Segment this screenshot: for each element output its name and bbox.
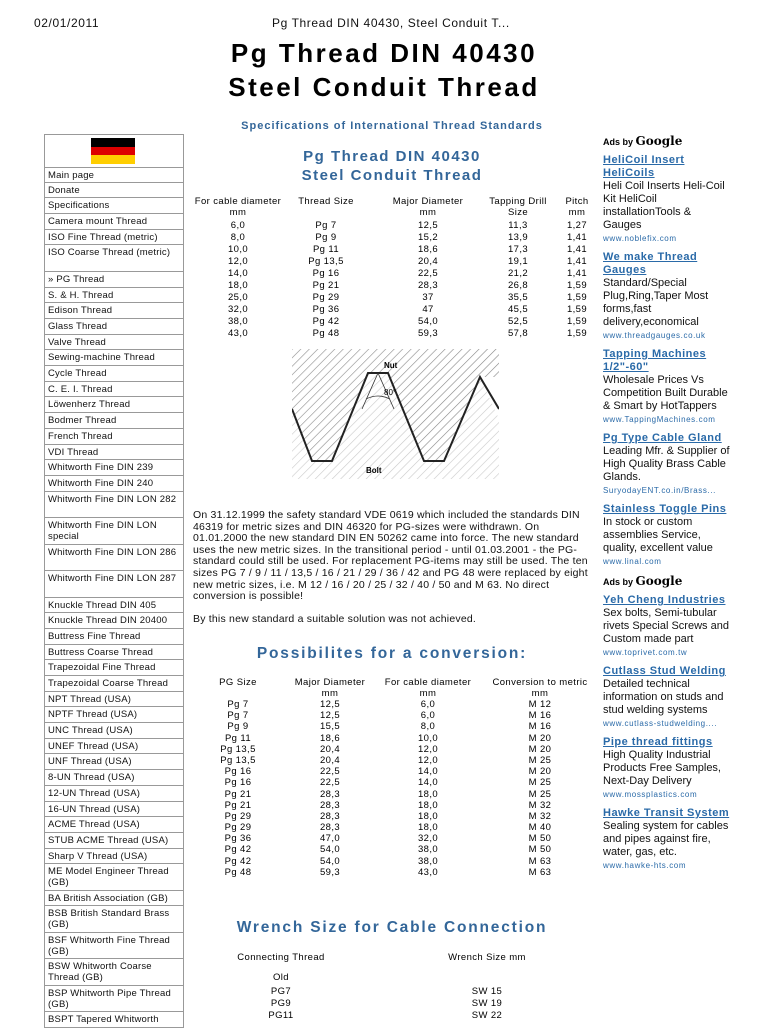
table-cell: PG7 [270, 986, 292, 997]
sidebar-nav-item[interactable]: Buttress Coarse Thread [44, 645, 184, 661]
ads-by-google-label[interactable]: Ads by Google [603, 134, 683, 148]
sidebar-nav-item[interactable]: 16-UN Thread (USA) [44, 802, 184, 818]
table-row [0, 777, 600, 788]
table-cell: M 32 [528, 810, 552, 822]
table-cell: 6,0 [420, 699, 436, 710]
table-cell: 59,3 [417, 328, 439, 339]
nut-label: Nut [384, 361, 398, 370]
table-cell: 19,1 [507, 256, 529, 267]
ad-item [603, 594, 731, 657]
sidebar-nav-item[interactable]: Camera mount Thread [44, 214, 184, 230]
table-cell: 54,0 [319, 855, 341, 867]
table-cell: 22,5 [319, 766, 341, 778]
table-cell: 12,5 [319, 699, 341, 710]
ad-title-link[interactable]: Pg Type Cable Gland [603, 432, 722, 444]
sidebar-nav-item[interactable]: Sharp V Thread (USA) [44, 849, 184, 865]
ad-item [603, 665, 731, 728]
conversion-table [0, 677, 600, 878]
table-row [0, 766, 600, 777]
sidebar-nav-item[interactable]: » PG Thread [44, 272, 184, 288]
table-row [0, 856, 600, 867]
table-cell: M 12 [528, 699, 552, 710]
table-cell: 21,2 [507, 268, 529, 279]
table-cell: Pg 16 [224, 766, 252, 778]
table-cell: 28,3 [319, 799, 341, 811]
table-row [0, 1010, 600, 1022]
sidebar-nav-item[interactable]: Edison Thread [44, 303, 184, 319]
ad-url-link[interactable]: SuryodayENT.co.in/Brass... [603, 486, 716, 495]
table-cell: PG11 [268, 1010, 294, 1021]
ad-item [603, 807, 731, 870]
table-cell: Pg 13,5 [220, 743, 256, 755]
table-row [0, 833, 600, 844]
table-row [0, 710, 600, 721]
table-header-row [0, 196, 600, 220]
table-cell: 38,0 [227, 316, 249, 327]
table-cell: Pg 16 [312, 268, 340, 279]
ad-url-link[interactable]: www.toprivet.com.tw [603, 648, 688, 657]
ad-url-link[interactable]: www.noblefix.com [603, 234, 677, 243]
ad-url-link[interactable]: www.threadgauges.co.uk [603, 331, 706, 340]
table-cell: Pg 21 [312, 280, 340, 291]
table-cell: 1,41 [566, 244, 588, 255]
table-cell: 35,5 [507, 292, 529, 303]
table-cell: 52,5 [507, 316, 529, 327]
sidebar-nav-item[interactable]: Knuckle Thread DIN 405 [44, 598, 184, 614]
ad-description: Leading Mfr. & Supplier of High Quality Brass Cable Glands. [603, 445, 730, 483]
table-cell: M 50 [528, 844, 552, 856]
conclusion-paragraph: By this new standard a suitable solution was not achieved. [193, 613, 477, 625]
table-cell: M 50 [528, 833, 552, 845]
table-cell: 12,5 [319, 710, 341, 722]
table-row [0, 232, 600, 244]
sidebar-nav-item[interactable]: ME Model Engineer Thread (GB) [44, 864, 184, 891]
ad-url-link[interactable]: www.hawke-hts.com [603, 861, 687, 870]
sidebar-nav-item[interactable]: BSB British Standard Brass (GB) [44, 906, 184, 933]
ad-url-link[interactable]: www.cutlass-studwelding.... [603, 719, 718, 728]
sidebar-nav-item[interactable]: Buttress Fine Thread [44, 629, 184, 645]
bolt-label: Bolt [366, 466, 382, 475]
table-cell: Pg 42 [312, 316, 340, 327]
table-header-row [0, 952, 600, 972]
table-header-cell: Tapping Drill Size [489, 196, 547, 218]
angle-label: 80° [384, 388, 397, 397]
table-header-cell: Major Diameter mm [392, 196, 464, 218]
sidebar-nav-item[interactable]: Main page [44, 167, 184, 183]
table-cell: 37 [422, 292, 434, 303]
table-cell: 1,41 [566, 268, 588, 279]
page-title-line1: Pg Thread DIN 40430 [230, 38, 538, 68]
table-cell: 25,0 [227, 292, 249, 303]
table-cell: 28,3 [319, 822, 341, 834]
sidebar-nav-item[interactable]: Trapezoidal Coarse Thread [44, 676, 184, 692]
table-cell: M 25 [528, 754, 552, 766]
table-row [0, 220, 600, 232]
table-cell: 15,5 [319, 721, 341, 733]
wrench-table [0, 952, 600, 1022]
sidebar-nav-item[interactable]: BSW Whitworth Coarse Thread (GB) [44, 959, 184, 986]
sidebar-nav-item[interactable]: S. & H. Thread [44, 288, 184, 304]
table-row [0, 822, 600, 833]
table-cell: 38,0 [417, 844, 439, 856]
sidebar-nav-item[interactable]: UNEF Thread (USA) [44, 739, 184, 755]
table-cell: 43,0 [417, 866, 439, 878]
sidebar-nav-item[interactable]: ISO Coarse Thread (metric) [44, 245, 184, 272]
sidebar-nav-item[interactable]: Whitworth Fine DIN LON 287 [44, 571, 184, 598]
table-cell: 1,59 [566, 304, 588, 315]
table-cell: 1,41 [566, 232, 588, 243]
table-row [0, 280, 600, 292]
table-cell: Pg 21 [224, 788, 252, 800]
spec-table [0, 196, 600, 340]
table-cell: 22,5 [319, 777, 341, 789]
sidebar-nav-item[interactable]: Cycle Thread [44, 366, 184, 382]
table-row [0, 699, 600, 710]
table-cell: 28,3 [319, 810, 341, 822]
sidebar-nav-item[interactable]: NPTF Thread (USA) [44, 707, 184, 723]
table-row [0, 316, 600, 328]
sidebar-nav-item[interactable]: ISO Fine Thread (metric) [44, 230, 184, 246]
table-cell: 1,59 [566, 328, 588, 339]
sidebar-nav-item[interactable]: BSP Whitworth Pipe Thread (GB) [44, 986, 184, 1013]
table-cell: 18,0 [417, 822, 439, 834]
ad-item [603, 503, 731, 566]
table-cell: 10,0 [417, 732, 439, 744]
ad-item [603, 432, 731, 495]
table-cell: 28,3 [417, 280, 439, 291]
table-header-cell: Connecting Thread [237, 952, 325, 963]
table-cell: M 63 [528, 866, 552, 878]
table-cell: 1,59 [566, 280, 588, 291]
table-cell: Pg 13,5 [220, 754, 256, 766]
sidebar-nav-item[interactable]: Knuckle Thread DIN 20400 [44, 613, 184, 629]
ad-description: Sealing system for cables and pipes against fire, water, gas, etc. [603, 820, 729, 858]
ad-description: Standard/Special Plug,Ring,Taper Most forms,fast delivery,economical [603, 277, 709, 328]
table-row [0, 744, 600, 755]
table-cell: 18,0 [227, 280, 249, 291]
table-row [0, 800, 600, 811]
table-cell: Pg 11 [312, 244, 340, 255]
table-cell: 18,6 [417, 244, 439, 255]
header-date: 02/01/2011 [34, 16, 100, 30]
ad-url-link[interactable]: www.linal.com [603, 557, 662, 566]
table-cell: 26,8 [507, 280, 529, 291]
table-row [0, 844, 600, 855]
table-cell: Pg 7 [315, 220, 337, 231]
sidebar-nav-item[interactable]: Donate [44, 183, 184, 199]
table-cell: 20,4 [319, 743, 341, 755]
sidebar-nav-item[interactable]: French Thread [44, 429, 184, 445]
sidebar-nav-item[interactable]: BSPT Tapered Whitworth [44, 1012, 184, 1028]
thread-profile-diagram [292, 349, 499, 479]
table-cell: M 20 [528, 766, 552, 778]
spec-title-line2: Steel Conduit Thread [301, 167, 483, 184]
table-cell: PG9 [270, 998, 292, 1009]
ad-title-link[interactable]: Cutlass Stud Welding [603, 665, 726, 677]
ad-url-link[interactable]: www.mossplastics.com [603, 790, 698, 799]
table-cell: Pg 9 [227, 721, 249, 733]
table-cell: 18,6 [319, 732, 341, 744]
table-cell: 10,0 [227, 244, 249, 255]
sidebar-nav-item[interactable]: Sewing-machine Thread [44, 350, 184, 366]
table-subheader-row [0, 972, 600, 986]
sidebar-nav-item[interactable]: Whitworth Fine DIN 239 [44, 460, 184, 476]
table-cell: Pg 11 [224, 732, 252, 744]
table-row [0, 268, 600, 280]
ad-description: Wholesale Prices Vs Competition Built Durable & Smart by HotTappers [603, 374, 728, 412]
table-cell: M 16 [528, 710, 552, 722]
table-header-cell: For cable diameter mm [384, 677, 472, 699]
table-cell: 8,0 [420, 721, 436, 733]
table-cell: 15,2 [417, 232, 439, 243]
ads-by-google-label[interactable]: Ads by Google [603, 574, 683, 588]
table-cell: Pg 36 [312, 304, 340, 315]
conversion-title: Possibilites for a conversion: [256, 645, 528, 662]
table-cell: 22,5 [417, 268, 439, 279]
table-cell: 12,5 [417, 220, 439, 231]
history-paragraph: On 31.12.1999 the safety standard VDE 0619 which included the standards DIN 46319 for metric sizes and DIN 46320 for PG-sizes were withdrawn. On 01.01.2000 the new standard DIN EN 50262 came into force. The new standard uses the new metric sizes. In the transitional period - until 01.03.2001 - the PG-standard could still be used. For replacement PG-items may still be used. The ten sizes PG 7 / 9 / 11 / 13,5 / 16 / 21 / 29 / 36 / 42 and PG 48 were replaced by eight new metric sizes, i.e. M 12 / 16 / 20 / 25 / 32 / 40 / 50 and M 63. No direct conversion is possible! [193, 509, 588, 603]
ad-title-link[interactable]: Tapping Machines 1/2"-60" [603, 348, 707, 373]
table-cell: Pg 13,5 [308, 256, 344, 267]
table-header-cell: For cable diameter mm [194, 196, 282, 218]
ad-title-link[interactable]: We make Thread Gauges [603, 251, 698, 276]
table-header-row [0, 677, 600, 699]
table-cell: 28,3 [319, 788, 341, 800]
table-cell: 43,0 [227, 328, 249, 339]
sidebar-nav-item[interactable]: Whitworth Fine DIN 240 [44, 476, 184, 492]
table-cell: M 63 [528, 855, 552, 867]
sidebar-nav-item[interactable]: STUB ACME Thread (USA) [44, 833, 184, 849]
sidebar-nav-item[interactable]: Whitworth Fine DIN LON special [44, 518, 184, 545]
sidebar-nav-item[interactable]: BSF Whitworth Fine Thread (GB) [44, 933, 184, 960]
ad-item [603, 348, 731, 424]
ad-description: In stock or custom assemblies Service, quality, excellent value [603, 516, 713, 554]
table-cell: Pg 48 [224, 866, 252, 878]
table-cell: 14,0 [417, 777, 439, 789]
table-cell: 18,0 [417, 788, 439, 800]
ad-description: Heli Coil Inserts Heli-Coil Kit HeliCoil installationTools & Gauges [603, 180, 725, 231]
table-row [0, 867, 600, 878]
ads-column [603, 132, 731, 878]
table-cell: 1,59 [566, 292, 588, 303]
table-cell: Pg 42 [224, 844, 252, 856]
table-cell: 18,0 [417, 799, 439, 811]
table-cell: Pg 7 [227, 710, 249, 722]
table-cell: 45,5 [507, 304, 529, 315]
page-subtitle: Specifications of International Thread Standards [241, 120, 543, 132]
table-cell: 57,8 [507, 328, 529, 339]
table-cell: 32,0 [417, 833, 439, 845]
sidebar-nav-item[interactable]: BA British Association (GB) [44, 891, 184, 907]
table-cell: 47 [422, 304, 434, 315]
table-row [0, 721, 600, 732]
ad-title-link[interactable]: Stainless Toggle Pins [603, 503, 727, 515]
sidebar-nav-item[interactable]: UNF Thread (USA) [44, 754, 184, 770]
ad-title-link[interactable]: HeliCoil Insert HeliCoils [603, 154, 685, 179]
ad-description: Detailed technical information on studs and stud welding systems [603, 678, 724, 716]
table-cell: 20,4 [319, 754, 341, 766]
ad-description: High Quality Industrial Products Free Samples, Next-Day Delivery [603, 749, 721, 787]
table-cell: M 32 [528, 799, 552, 811]
table-cell: 47,0 [319, 833, 341, 845]
table-row [0, 789, 600, 800]
table-cell: 38,0 [417, 855, 439, 867]
sidebar-nav-item[interactable]: ACME Thread (USA) [44, 817, 184, 833]
table-cell: 13,9 [507, 232, 529, 243]
table-row [0, 292, 600, 304]
table-cell: M 20 [528, 743, 552, 755]
table-cell: SW 15 [471, 986, 503, 997]
ad-item [603, 154, 731, 243]
table-cell: Pg 48 [312, 328, 340, 339]
table-cell: M 16 [528, 721, 552, 733]
table-cell: SW 19 [471, 998, 503, 1009]
table-cell: 12,0 [417, 754, 439, 766]
table-header-cell: Major Diameter mm [294, 677, 366, 699]
sidebar-nav-item[interactable]: Whitworth Fine DIN LON 282 [44, 492, 184, 519]
table-row [0, 733, 600, 744]
table-cell: M 25 [528, 788, 552, 800]
table-cell: Pg 36 [224, 833, 252, 845]
table-cell: 14,0 [417, 766, 439, 778]
table-cell: 8,0 [230, 232, 246, 243]
table-cell: 11,3 [508, 220, 528, 231]
table-row [0, 244, 600, 256]
header-tab-title: Pg Thread DIN 40430, Steel Conduit T... [272, 16, 510, 30]
table-header-cell: Thread Size [298, 196, 354, 207]
table-cell: 1,27 [566, 220, 588, 231]
ad-item [603, 251, 731, 340]
table-cell: 18,0 [417, 810, 439, 822]
sidebar-nav-item[interactable]: Specifications [44, 198, 184, 214]
table-cell: 54,0 [319, 844, 341, 856]
ad-title-link[interactable]: Hawke Transit System [603, 807, 730, 819]
sidebar-nav-item[interactable]: C. E. I. Thread [44, 382, 184, 398]
sidebar-nav-item[interactable]: NPT Thread (USA) [44, 692, 184, 708]
table-cell: Pg 7 [227, 699, 249, 710]
sidebar-nav-item[interactable]: Valve Thread [44, 335, 184, 351]
table-row [0, 328, 600, 340]
ad-description: Sex bolts, Semi-tubular rivets Special Screws and Custom made part [603, 607, 729, 645]
table-row [0, 256, 600, 268]
table-header-cell: Wrench Size mm [448, 952, 526, 963]
table-row [0, 998, 600, 1010]
table-cell: 12,0 [417, 743, 439, 755]
table-row [0, 811, 600, 822]
table-cell: 54,0 [417, 316, 439, 327]
table-cell: 12,0 [227, 256, 249, 267]
table-cell: Pg 21 [224, 799, 252, 811]
table-cell: 6,0 [230, 220, 246, 231]
table-cell: Pg 9 [315, 232, 337, 243]
page-title-line2: Steel Conduit Thread [228, 72, 540, 102]
table-cell: SW 22 [471, 1010, 503, 1021]
table-cell: Pg 29 [224, 822, 252, 834]
table-cell: 20,4 [417, 256, 439, 267]
sidebar-nav-item[interactable]: UNC Thread (USA) [44, 723, 184, 739]
table-subheader-cell: Old [273, 972, 289, 983]
sidebar-nav-item[interactable]: Bodmer Thread [44, 413, 184, 429]
ad-item [603, 736, 731, 799]
sidebar-nav-item[interactable]: 8-UN Thread (USA) [44, 770, 184, 786]
spec-title-line1: Pg Thread DIN 40430 [303, 148, 481, 165]
table-row [0, 986, 600, 998]
sidebar-nav-item[interactable]: 12-UN Thread (USA) [44, 786, 184, 802]
table-cell: Pg 29 [312, 292, 340, 303]
wrench-title: Wrench Size for Cable Connection [236, 919, 548, 936]
table-cell: Pg 42 [224, 855, 252, 867]
table-header-cell: Pitch mm [565, 196, 589, 218]
table-cell: 1,59 [566, 316, 588, 327]
table-cell: 17,3 [507, 244, 529, 255]
table-row [0, 755, 600, 766]
sidebar-nav-item[interactable]: Whitworth Fine DIN LON 286 [44, 545, 184, 572]
table-cell: M 40 [528, 822, 552, 834]
table-header-cell: PG Size [219, 677, 257, 688]
sidebar-nav-item[interactable]: Glass Thread [44, 319, 184, 335]
ad-title-link[interactable]: Pipe thread fittings [603, 736, 713, 748]
table-cell: 14,0 [227, 268, 249, 279]
table-cell: 32,0 [227, 304, 249, 315]
sidebar-nav-item[interactable]: Löwenherz Thread [44, 397, 184, 413]
german-flag-icon [44, 134, 184, 167]
table-header-cell: Conversion to metric mm [492, 677, 588, 699]
table-cell: 6,0 [420, 710, 436, 722]
table-cell: M 20 [528, 732, 552, 744]
ad-title-link[interactable]: Yeh Cheng Industries [603, 594, 726, 606]
sidebar-nav-item[interactable]: VDI Thread [44, 445, 184, 461]
table-cell: 1,41 [566, 256, 588, 267]
table-cell: Pg 29 [224, 810, 252, 822]
table-cell: Pg 16 [224, 777, 252, 789]
table-cell: M 25 [528, 777, 552, 789]
sidebar-nav-item[interactable]: Trapezoidal Fine Thread [44, 660, 184, 676]
table-cell: 59,3 [319, 866, 341, 878]
ad-url-link[interactable]: www.TappingMachines.com [603, 415, 716, 424]
table-row [0, 304, 600, 316]
